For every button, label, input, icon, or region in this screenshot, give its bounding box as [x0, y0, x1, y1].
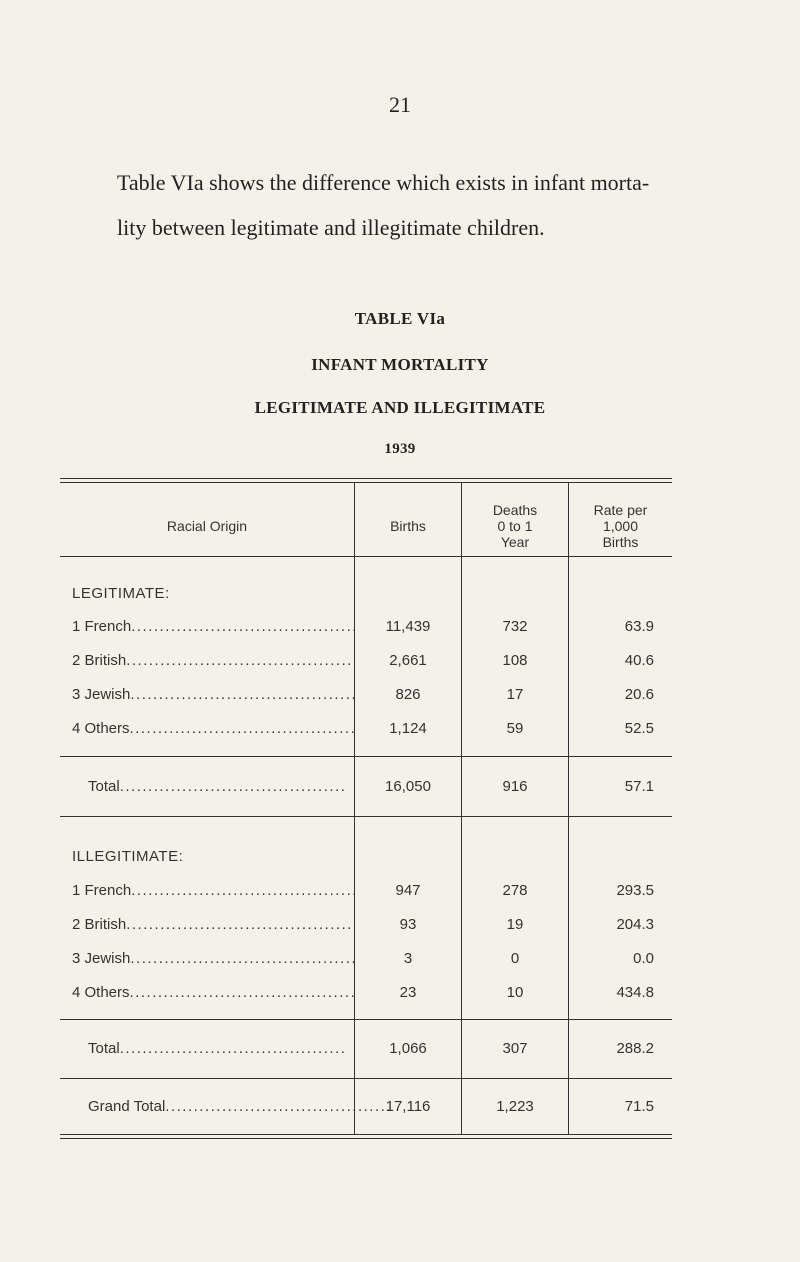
leader-dots: ........................................ [130, 950, 358, 967]
total-row-illegitimate [60, 1040, 672, 1070]
row-label: Total [88, 778, 120, 795]
table-subtitle-2: LEGITIMATE AND ILLEGITIMATE [254, 398, 546, 417]
row-label: 2 British [72, 916, 127, 933]
intro-line-2: lity between legitimate and illegitimate children. [117, 215, 545, 240]
leader-dots: ........................................ [165, 1098, 392, 1115]
rule-bottom-2 [60, 1138, 672, 1139]
births-cell: 17,116 [385, 1098, 431, 1115]
leader-dots: ........................................ [126, 652, 353, 669]
rule-above-legit-total [60, 756, 672, 757]
deaths-cell: 732 [502, 618, 528, 635]
rate-value: 40.6 [624, 652, 654, 669]
leader-dots: ........................................ [129, 720, 357, 737]
rate-value: 288.2 [616, 1040, 654, 1057]
deaths-cell: 108 [502, 652, 528, 669]
col-divider-1 [354, 482, 355, 1134]
rate-value: 434.8 [616, 984, 654, 1001]
table-row [60, 720, 672, 750]
rate-value: 293.5 [616, 882, 654, 899]
rate-cell [569, 1098, 672, 1128]
births-cell: 23 [399, 984, 417, 1001]
table-row [60, 984, 672, 1014]
rate-cell [569, 778, 672, 808]
births-cell: 3 [403, 950, 413, 967]
row-label: 1 French [72, 882, 132, 899]
page-number: 21 [389, 92, 411, 117]
rate-value: 52.5 [624, 720, 654, 737]
col-header-rate-line-3: Births [602, 534, 639, 550]
deaths-cell: 278 [502, 882, 528, 899]
births-cell: 93 [399, 916, 417, 933]
section-heading-legitimate: LEGITIMATE: [72, 585, 170, 602]
births-cell: 826 [395, 686, 421, 703]
leader-dots: ........................................ [131, 882, 358, 899]
table-row [60, 950, 672, 980]
rate-value: 204.3 [616, 916, 654, 933]
col-header-deaths-line-3: Year [500, 534, 530, 550]
rate-value: 0.0 [633, 950, 654, 967]
rule-above-grand-total [60, 1078, 672, 1079]
rule-below-legit-total [60, 816, 672, 817]
rate-cell [569, 686, 672, 716]
row-label: Grand Total [88, 1098, 166, 1115]
leader-dots: ........................................ [130, 686, 358, 703]
grand-total-row [60, 1098, 672, 1128]
table-year: 1939 [384, 441, 416, 457]
rate-cell [569, 618, 672, 648]
deaths-cell: 307 [502, 1040, 528, 1057]
col-divider-3 [568, 482, 569, 1134]
table-title: TABLE VIa [354, 309, 446, 328]
births-cell: 947 [395, 882, 421, 899]
deaths-cell: 916 [502, 778, 528, 795]
row-label: 3 Jewish [72, 686, 131, 703]
col-header-births: Births [390, 518, 426, 534]
col-header-deaths-line-2: 0 to 1 [497, 518, 533, 534]
intro-line-1: Table VIa shows the difference which exists in infant morta- [117, 170, 650, 195]
rate-value: 71.5 [624, 1098, 654, 1115]
col-header-origin: Racial Origin [166, 518, 248, 534]
row-label: 2 British [72, 652, 127, 669]
rule-under-header [60, 556, 672, 557]
rule-top-2 [60, 482, 672, 483]
births-cell: 1,124 [389, 720, 427, 737]
rate-cell [569, 652, 672, 682]
table-row [60, 916, 672, 946]
col-header-rate [569, 502, 672, 550]
row-label: Total [88, 1040, 120, 1057]
table-row [60, 686, 672, 716]
rule-above-illegit-total [60, 1019, 672, 1020]
births-cell: 16,050 [385, 778, 431, 795]
deaths-cell: 0 [510, 950, 520, 967]
deaths-cell: 59 [506, 720, 524, 737]
total-row-legitimate [60, 778, 672, 808]
rate-cell [569, 916, 672, 946]
births-cell: 1,066 [389, 1040, 427, 1057]
leader-dots: ........................................ [131, 618, 358, 635]
rate-cell [569, 720, 672, 750]
rate-cell [569, 1040, 672, 1070]
section-heading-illegitimate: ILLEGITIMATE: [72, 848, 184, 865]
deaths-cell: 19 [506, 916, 524, 933]
leader-dots: ........................................ [119, 778, 347, 795]
table-row [60, 618, 672, 648]
intro-paragraph [117, 160, 697, 250]
deaths-cell: 17 [506, 686, 524, 703]
rule-bottom-1 [60, 1134, 672, 1135]
rate-cell [569, 882, 672, 912]
col-header-rate-line-1: Rate per [593, 502, 648, 518]
deaths-cell: 1,223 [496, 1098, 534, 1115]
table-subtitle-1: INFANT MORTALITY [311, 355, 489, 374]
table-row [60, 652, 672, 682]
births-cell: 2,661 [389, 652, 427, 669]
rule-top-1 [60, 478, 672, 479]
col-header-deaths [462, 502, 568, 550]
rate-value: 57.1 [624, 778, 654, 795]
row-label: 1 French [72, 618, 132, 635]
births-cell: 11,439 [385, 618, 431, 635]
rate-cell [569, 950, 672, 980]
leader-dots: ........................................ [119, 1040, 347, 1057]
leader-dots: ........................................ [126, 916, 353, 933]
row-label: 4 Others [72, 984, 130, 1001]
leader-dots: ........................................ [129, 984, 357, 1001]
table-row [60, 882, 672, 912]
mortality-table [60, 478, 672, 1158]
col-header-deaths-line-1: Deaths [492, 502, 538, 518]
row-label: 3 Jewish [72, 950, 131, 967]
col-divider-2 [461, 482, 462, 1134]
col-header-rate-line-2: 1,000 [602, 518, 639, 534]
rate-value: 20.6 [624, 686, 654, 703]
rate-cell [569, 984, 672, 1014]
rate-value: 63.9 [624, 618, 654, 635]
deaths-cell: 10 [506, 984, 524, 1001]
row-label: 4 Others [72, 720, 130, 737]
